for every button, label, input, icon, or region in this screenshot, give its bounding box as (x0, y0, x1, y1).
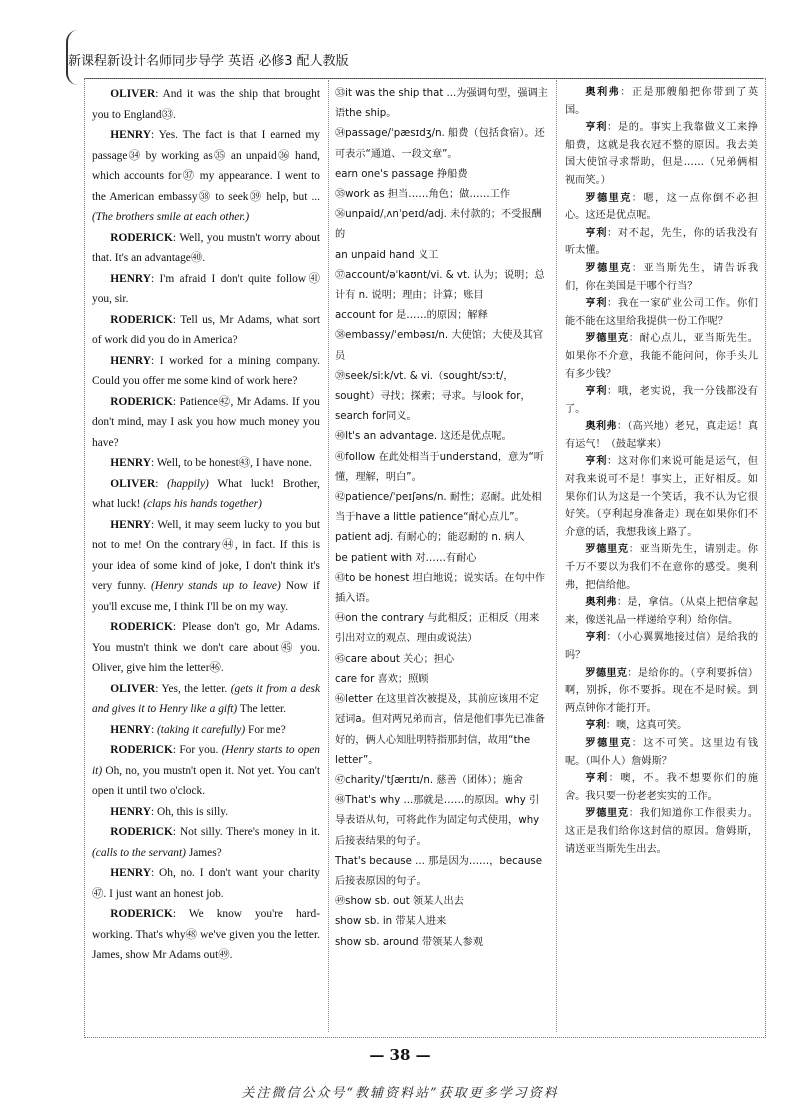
dialogue-text: Well, you mustn't worry about that. It's an advantage㊵. (92, 231, 321, 264)
dialogue-line: RODERICK: Tell us, Mr Adams, what sort of work did you do in America? (92, 313, 320, 346)
translation-text: 哦，老实说，我一分钱都没有了。 (565, 386, 758, 415)
dialogue-text: Yes, the letter. (161, 682, 228, 695)
translation-line: 亨利：噢，不。我不想要你们的施舍。我只要一份老老实实的工作。 (565, 773, 759, 802)
translation-line: 亨利：噢，这真可笑。 (585, 720, 688, 732)
translation-text: 对不起，先生，你的话我没有听太懂。 (565, 227, 758, 257)
translation-line: 亨利：这对你们来说可能是运气，但对我来说可不是！事实上，正好相反。如果你们认为这是一个笑话，我不认为它很好笑。（亨利起身准备走）现在如果你们不介意的话，我想我该上路了。 (565, 456, 758, 538)
speaker-name: 罗德里克 (585, 262, 632, 274)
speaker-name: HENRY (110, 805, 151, 818)
speaker-name: HENRY (110, 867, 151, 879)
vocab-note: ㊼charity/ˈtʃærɪtɪ/n. 慈善（团体）；施舍 (335, 774, 523, 786)
dialogue-text: Yes. The fact is that I earned my passage㉞ by working as㉟ an unpaid㊱ hand, which accounts for㊲ my appearance. I went to the American embassy㊳ to seek㊴ help, but ... (92, 129, 320, 203)
dialogue-line: HENRY: Oh, no. I don't want your charity㊼. I just want an honest job. (92, 867, 320, 900)
translation-text: 是给你的。（亨利要拆信）啊，别拆，你不要拆。现在不是时候。到两点钟你才能打开。 (565, 667, 759, 714)
dialogue-line: HENRY: Well, it may seem lucky to you but not to me! On the contrary㊹, in fact. If this is your idea of some kind of joke, I don't think it's very funny. (Henry stands up to leave) Now if you'll excuse me, I think I'll be on my way. (92, 518, 320, 613)
stage-direction: (Henry stands up to leave) (151, 580, 281, 592)
speaker-name: OLIVER (110, 477, 156, 490)
translation-line: 罗德里克：这不可笑。这里边有钱呢。（叫仆人）詹姆斯？ (565, 737, 759, 767)
translation-text: 我们知道你工作很卖力。这正是我们给你这封信的原因。詹姆斯，请送亚当斯先生出去。 (565, 808, 758, 855)
dialogue-text: What luck! Brother, what luck! (92, 477, 320, 510)
speaker-name: 罗德里克 (585, 333, 629, 345)
speaker-name: 罗德里克 (585, 808, 629, 820)
translation-text: 是的。事实上我靠做义工来挣船费，这就是我衣冠不整的原因。我去美国大使馆寻求帮助，但是……（兄弟俩相视而笑。） (565, 122, 758, 186)
speaker-name: 亨利 (585, 122, 608, 134)
dialogue-column (86, 80, 326, 1032)
translation-line: 亨利：对不起，先生，你的话我没有听太懂。 (565, 227, 758, 257)
vocab-note: care for 喜欢；照顾 (335, 673, 429, 685)
stage-direction: (claps his hands together) (143, 498, 262, 510)
dialogue-line: RODERICK: Patience㊷, Mr Adams. If you don't mind, may I ask you how much money you have? (92, 395, 321, 449)
vocab-note: account for 是……的原因；解释 (335, 310, 488, 322)
stage-direction: (taking it carefully) (157, 723, 246, 736)
dialogue-line: HENRY: I worked for a mining company. Could you offer me some kind of work here? (92, 354, 320, 387)
stage-direction: (gets it from a desk and gives it to Henry like a gift) (92, 682, 320, 715)
translation-text: （小心翼翼地接过信）是给我的吗？ (565, 632, 759, 661)
vocab-note: ㊶follow 在此处相当于understand，意为“听懂，理解，明白”。 (335, 451, 544, 483)
speaker-name: HENRY (110, 723, 151, 736)
speaker-name: 奥利弗 (585, 597, 617, 609)
translation-text: 噢，这真可笑。 (615, 720, 688, 732)
dialogue-text: Please don't go, Mr Adams. You mustn't think we don't care about㊺ you. Oliver, give him the letter㊻. (92, 621, 320, 674)
translation-line: 罗德里克：是给你的。（亨利要拆信）啊，别拆，你不要拆。现在不是时候。到两点钟你才能打开。 (565, 667, 759, 714)
vocab-note: ㊹on the contrary 与此相反；正相反（用来引出对立的观点、理由或说法） (335, 613, 540, 645)
translation-line: 罗德里克：我们知道你工作很卖力。这正是我们给你这封信的原因。詹姆斯，请送亚当斯先生出去。 (565, 808, 758, 855)
dialogue-line: HENRY: (taking it carefully) For me? (110, 723, 286, 736)
translation-line: 亨利：是的。事实上我靠做义工来挣船费，这就是我衣冠不整的原因。我去美国大使馆寻求帮助，但是……（兄弟俩相视而笑。） (565, 122, 758, 186)
vocab-note: be patient with 对……有耐心 (335, 552, 477, 564)
vocab-note: ㊲account/əˈkaʊnt/vi. & vt. 认为；说明；总计有 n. 说明；理由；计算；账目 (335, 269, 545, 302)
speaker-name: OLIVER (110, 682, 156, 695)
translation-text: （高兴地）老兄，真走运！真有运气！（鼓起掌来） (565, 421, 759, 450)
speaker-name: 亨利 (585, 720, 606, 732)
dialogue-line: HENRY: I'm afraid I don't quite follow㊶ you, sir. (92, 272, 320, 305)
translation-text: 耐心点儿，亚当斯先生。如果你不介意，我能不能问问，你手头儿有多少钱？ (565, 333, 758, 380)
speaker-name: 亨利 (585, 386, 608, 398)
speaker-name: 亨利 (585, 227, 608, 239)
translation-line: 罗德里克：嗯，这一点你倒不必担心。这还是优点呢。 (565, 192, 759, 222)
speaker-name: OLIVER (110, 88, 156, 100)
translation-line: 亨利：（小心翼翼地接过信）是给我的吗？ (565, 632, 759, 661)
vocab-note: ㊸to be honest 坦白地说；说实话。在句中作插入语。 (335, 572, 546, 605)
dialogue-text: Tell us, Mr Adams, what sort of work did you do in America? (92, 313, 320, 346)
translation-line: 亨利：哦，老实说，我一分钱都没有了。 (565, 386, 758, 415)
dialogue-line: RODERICK: We know you're hard-working. That's why㊽ we've given you the letter. James, show Mr Adams out㊾. (92, 908, 320, 961)
vocab-note: earn one's passage 挣船费 (335, 168, 468, 180)
dialogue-line: OLIVER: (happily) What luck! Brother, what luck! (claps his hands together) (92, 477, 320, 510)
vocab-note: ㊷patience/ˈpeɪʃəns/n. 耐性；忍耐。此处相当于have a little patience“耐心点儿”。 (335, 492, 542, 524)
stage-direction: (The brothers smile at each other.) (92, 211, 250, 223)
translation-text: 亚当斯先生，请告诉我们，你在美国是干哪个行当？ (565, 262, 759, 292)
vocab-note: ㉝it was the ship that ...为强调句型，强调主语the ship。 (335, 88, 548, 120)
translation-text: 是，拿信。（从桌上把信拿起来，像送礼品一样递给亨利）给你信。 (565, 597, 759, 626)
translation-line: 罗德里克：亚当斯先生，请告诉我们，你在美国是干哪个行当？ (565, 262, 759, 292)
dialogue-text: For me? (248, 723, 286, 736)
translation-line: 奥利弗：是，拿信。（从桌上把信拿起来，像送礼品一样递给亨利）给你信。 (565, 597, 759, 626)
vocab-note: ㉞passage/ˈpæsɪdʒ/n. 船费（包括食宿）。还可表示“通道、一段文章”。 (335, 128, 545, 160)
vocab-note: ㊾show sb. out 领某人出去 (335, 896, 464, 908)
dialogue-text: Oh, no, you mustn't open it. Not yet. You can't open it until two o'clock. (92, 764, 320, 797)
speaker-name: 亨利 (585, 773, 609, 785)
speaker-name: 亨利 (585, 298, 608, 310)
translation-line: 罗德里克：耐心点儿，亚当斯先生。如果你不介意，我能不能问问，你手头儿有多少钱？ (565, 333, 758, 380)
dialogue-line: HENRY: Oh, this is silly. (110, 805, 229, 818)
speaker-name: HENRY (110, 272, 151, 285)
translation-text: 这对你们来说可能是运气，但对我来说可不是！事实上，正好相反。如果你们认为这是一个笑话，我不认为它很好笑。（亨利起身准备走）现在如果你们不介意的话，我想我该上路了。 (565, 456, 758, 538)
translation-text: 我在一家矿业公司工作。你们能不能在这里给我提供一份工作呢？ (565, 298, 758, 327)
speaker-name: 罗德里克 (585, 544, 629, 556)
speaker-name: 罗德里克 (585, 667, 628, 679)
translation-text: 嗯，这一点你倒不必担心。这还是优点呢。 (565, 192, 759, 222)
dialogue-line: HENRY: Yes. The fact is that I earned my passage㉞ by working as㉟ an unpaid㊱ hand, which accounts for㊲ my appearance. I went to the American embassy㊳ to seek㊴ help, but ... (The brothers smile at each other.) (92, 129, 320, 223)
speaker-name: HENRY (110, 457, 151, 469)
dialogue-line: RODERICK: Well, you mustn't worry about that. It's an advantage㊵. (92, 231, 321, 264)
speaker-name: RODERICK (110, 621, 173, 633)
vocab-note: ㊽That's why ...那就是……的原因。why 引导表语从句，可将此作为固定句式使用，why后接表结果的句子。 (335, 795, 540, 847)
dialogue-text: Oh, no. I don't want your charity㊼. I just want an honest job. (92, 867, 320, 900)
page-number: — 38 — (369, 1046, 431, 1064)
vocab-note: ㊴seek/siːk/vt. & vi.（sought/sɔːt/，sought）寻找；探索；寻求。与look for，search for同义。 (335, 370, 531, 423)
translation-text: 正是那艘船把你带到了英国。 (565, 87, 759, 116)
speaker-name: 罗德里克 (585, 192, 632, 204)
speaker-name: HENRY (110, 354, 151, 367)
translation-text: 噢，不。我不想要你们的施舍。我只要一份老老实实的工作。 (565, 773, 759, 802)
dialogue-text: Oh, this is silly. (157, 805, 229, 818)
speaker-name: HENRY (110, 129, 151, 141)
speaker-name: RODERICK (110, 826, 173, 838)
stage-direction: (calls to the servant) (92, 846, 186, 859)
speaker-name: RODERICK (110, 744, 173, 756)
speaker-name: 亨利 (585, 456, 608, 468)
vocab-note: That's because ... 那是因为……，because后接表原因的句子。 (335, 855, 542, 887)
stage-direction: (Henry starts to open it) (92, 744, 320, 777)
dialogue-text: We know you're hard-working. That's why㊽ we've given you the letter. James, show Mr Adams out㊾. (92, 908, 320, 961)
dialogue-text: For you. (179, 744, 219, 756)
speaker-name: HENRY (110, 518, 151, 531)
dialogue-text: James? (188, 846, 222, 859)
stage-direction: (happily) (167, 477, 209, 490)
vocab-note: ㊱unpaid/ˌʌnˈpeɪd/adj. 未付款的；不受报酬的 (335, 209, 542, 241)
translation-line: 奥利弗：（高兴地）老兄，真走运！真有运气！（鼓起掌来） (565, 421, 759, 450)
translation-line: 奥利弗：正是那艘船把你带到了英国。 (565, 87, 759, 116)
speaker-name: RODERICK (110, 231, 173, 244)
notes-column (328, 80, 554, 1032)
speaker-name: RODERICK (110, 395, 173, 408)
dialogue-line: OLIVER: And it was the ship that brought you to England㉝. (92, 88, 320, 121)
vocab-note: ㉟work as 担当……角色；做……工作 (335, 189, 511, 201)
vocab-note: ㊳embassy/ˈembəsɪ/n. 大使馆；大使及其官员 (335, 330, 544, 362)
speaker-name: RODERICK (110, 908, 173, 920)
dialogue-text: Not silly. There's money in it. (179, 826, 320, 838)
dialogue-line: RODERICK: Please don't go, Mr Adams. You mustn't think we don't care about㊺ you. Oliver, give him the letter㊻. (92, 621, 320, 674)
vocab-note: an unpaid hand 义工 (335, 249, 439, 261)
dialogue-line: HENRY: Well, to be honest㊸, I have none. (110, 457, 312, 469)
vocab-note: ㊺care about 关心；担心 (335, 653, 455, 665)
translation-line: 罗德里克：亚当斯先生，请别走。你千万不要以为我们不在意你的感受。奥利弗，把信给他。 (565, 544, 758, 591)
page-header: 新课程新设计名师同步导学 英语 必修3 配人教版 (68, 54, 349, 69)
dialogue-line: RODERICK: For you. (Henry starts to open it) Oh, no, you mustn't open it. Not yet. You can't open it until two o'clock. (92, 744, 320, 797)
dialogue-text: The letter. (239, 703, 287, 715)
dialogue-text: Patience㊷, Mr Adams. If you don't mind, may I ask you how much money you have? (92, 395, 321, 449)
dialogue-text: And it was the ship that brought you to England㉝. (92, 88, 320, 121)
dialogue-text: I worked for a mining company. Could you offer me some kind of work here? (92, 354, 320, 387)
dialogue-text: Now if you'll excuse me, I think I'll be on my way. (92, 580, 320, 613)
translation-column (556, 80, 764, 1032)
dialogue-text: I'm afraid I don't quite follow㊶ you, sir. (92, 272, 320, 305)
speaker-name: 亨利 (585, 632, 607, 644)
vocab-note: show sb. in 带某人进来 (335, 916, 447, 928)
speaker-name: 罗德里克 (585, 737, 632, 749)
vocab-note: patient adj. 有耐心的；能忍耐的 n. 病人 (335, 532, 525, 544)
speaker-name: 奥利弗 (585, 421, 617, 433)
translation-text: 亚当斯先生，请别走。你千万不要以为我们不在意你的感受。奥利弗，把信给他。 (565, 544, 758, 591)
dialogue-line: RODERICK: Not silly. There's money in it. (calls to the servant) James? (92, 826, 320, 859)
vocab-note: ㊵It's an advantage. 这还是优点呢。 (335, 431, 512, 443)
vocab-note: show sb. around 带领某人参观 (335, 936, 484, 948)
dialogue-text: Well, to be honest㊸, I have none. (156, 457, 312, 469)
dialogue-line: OLIVER: Yes, the letter. (gets it from a desk and gives it to Henry like a gift) The letter. (92, 682, 320, 715)
speaker-name: RODERICK (110, 313, 173, 326)
translation-text: 这不可笑。这里边有钱呢。（叫仆人）詹姆斯？ (565, 737, 759, 767)
vocab-note: ㊻letter 在这里首次被提及，其前应该用不定冠词a。但对两兄弟而言，信是他们事先已准备好的，俩人心知肚明特指那封信，故用“the letter”。 (335, 694, 545, 766)
translation-line: 亨利：我在一家矿业公司工作。你们能不能在这里给我提供一份工作呢？ (565, 298, 758, 327)
speaker-name: 奥利弗 (585, 87, 621, 98)
footer-note: 关注微信公众号“教辅资料站”获取更多学习资料 (241, 1086, 559, 1101)
dialogue-text: Well, it may seem lucky to you but not to me! On the contrary㊹, in fact. If this is your idea of some kind of joke, I don't think it's very funny. (92, 518, 320, 592)
